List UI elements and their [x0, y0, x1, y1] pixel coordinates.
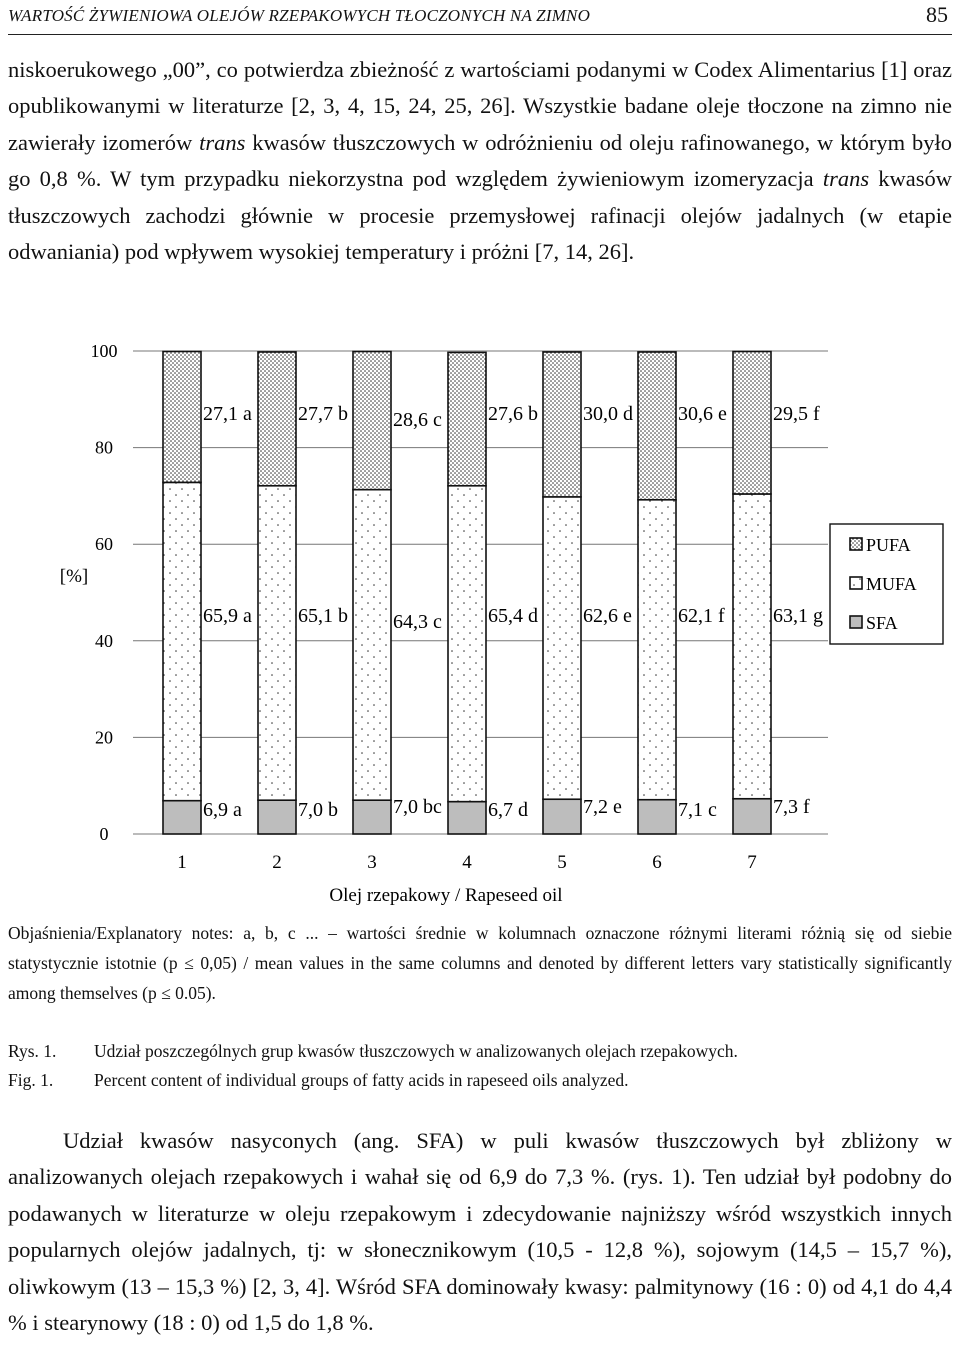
y-tick-label: 0	[99, 824, 109, 844]
data-label-sfa: 7,3 f	[773, 796, 810, 818]
data-label-pufa: 27,6 b	[488, 403, 538, 425]
legend-swatch-pufa	[850, 538, 862, 550]
legend-swatch-mufa	[850, 577, 862, 589]
y-tick-label: 60	[95, 534, 113, 555]
page-number: 85	[926, 2, 948, 27]
bar-pufa	[353, 351, 391, 489]
bar-sfa	[258, 800, 296, 834]
bar-mufa	[543, 497, 581, 799]
y-tick-label: 40	[95, 630, 113, 651]
paragraph-text: kwasów tłuszczowych w odróżnieniu od oleju rafinowanego, w którym było go 0,8 %. W tym przypadku niekorzystna pod względem żywieniowym izomeryzacja	[8, 129, 952, 192]
notes-text: Objaśnienia/Explanatory notes: a, b, c ... – wartości średnie w kolumnach oznaczone różnymi literami różnią się od siebie statystycznie istotnie (p	[8, 923, 952, 973]
x-tick-label: 1	[177, 852, 187, 873]
data-label-sfa: 6,7 d	[488, 799, 528, 821]
y-axis-label: [%]	[59, 566, 89, 587]
bar-sfa	[448, 802, 486, 834]
y-tick-label: 80	[95, 437, 113, 458]
data-label-mufa: 65,9 a	[203, 605, 252, 627]
data-label-mufa: 62,6 e	[583, 605, 632, 627]
bar-pufa	[638, 352, 676, 500]
bar-pufa	[543, 352, 581, 497]
legend-label-sfa: SFA	[866, 613, 898, 633]
data-label-pufa: 27,7 b	[298, 403, 348, 425]
bar-mufa	[258, 486, 296, 800]
data-label-mufa: 63,1 g	[773, 605, 823, 627]
bar-sfa	[163, 801, 201, 834]
bar-mufa	[448, 486, 486, 802]
x-tick-label: 7	[747, 852, 757, 873]
caption-label: Rys. 1.	[8, 1041, 57, 1061]
explanatory-notes	[8, 918, 952, 1008]
data-label-pufa: 30,6 e	[678, 403, 727, 425]
data-label-mufa: 64,3 c	[393, 611, 442, 633]
bar-pufa	[448, 352, 486, 485]
y-tick-label: 20	[95, 727, 113, 748]
paragraph-text: kwasów tłuszczowych zachodzi głównie w procesie przemysłowej rafinacji olejów jadalnych (w etapie odwaniania) pod wpływem wysokiej temperatury i próżni [7, 14, 26].	[8, 166, 952, 265]
x-tick-label: 3	[367, 852, 377, 873]
bar-pufa	[163, 351, 201, 482]
legend-label-pufa: PUFA	[866, 535, 911, 555]
legend-swatch-sfa	[850, 616, 862, 628]
x-tick-label: 6	[652, 852, 662, 873]
caption-text: Udział poszczególnych grup kwasów tłuszczowych w analizowanych olejach rzepakowych.	[94, 1041, 738, 1061]
data-label-mufa: 65,1 b	[298, 605, 348, 627]
bar-sfa	[733, 799, 771, 834]
data-label-sfa: 7,0 bc	[393, 796, 442, 818]
notes-text: 0.05).	[170, 983, 216, 1003]
paragraph-text: niskoerukowego „00”, co potwierdza zbieżność z wartościami podanymi w Codex Alimentarius [1] oraz opublikowanymi w literaturze [2, 3, 4, 15, 24, 25, 26]. Wszystkie badane oleje tłoczone na zimno nie zawierały izomerów	[8, 57, 952, 155]
caption-text: Percent content of individual groups of fatty acids in rapeseed oils analyzed.	[94, 1070, 629, 1090]
x-tick-label: 4	[462, 852, 472, 873]
data-label-pufa: 30,0 d	[583, 403, 633, 425]
y-tick-label: 100	[90, 341, 118, 361]
bar-mufa	[353, 490, 391, 801]
leq-symbol: ≤	[161, 983, 171, 1003]
legend	[830, 524, 943, 644]
bar-mufa	[733, 494, 771, 799]
data-label-pufa: 29,5 f	[773, 403, 820, 425]
legend-label-mufa: MUFA	[866, 574, 917, 594]
data-label-mufa: 65,4 d	[488, 605, 538, 627]
bar-mufa	[163, 482, 201, 800]
paragraph-sfa: Udział kwasów nasyconych (ang. SFA) w puli kwasów tłuszczowych był zbliżony w analizowanych olejach rzepakowych i wahał się od 6,9 do 7,3 %. (rys. 1). Ten udział był podobny do podawanych w literaturze w oleju rzepakowym i zdecydowanie najniższy wśród wszystkich innych popularnych olejów jadalnych, tj: w słonecznikowym (10,5 - 12,8 %), sojowym (14,5 – 15,7 %), oliwkowym (13 – 15,3 %) [2, 3, 4]. Wśród SFA dominowały kwasy: palmitynowy (16 : 0) od 4,1 do 4,4 % i stearynowy (18 : 0) od 1,5 do 1,8 %.	[8, 1128, 952, 1336]
data-label-sfa: 7,1 c	[678, 799, 717, 821]
x-tick-label: 2	[272, 852, 282, 873]
running-title: WARTOŚĆ ŻYWIENIOWA OLEJÓW RZEPAKOWYCH TŁOCZONYCH NA ZIMNO	[8, 6, 591, 25]
x-tick-label: 5	[557, 852, 567, 873]
leq-symbol: ≤	[184, 953, 194, 973]
italic-term: trans	[822, 166, 870, 192]
fatty-acid-chart	[0, 330, 960, 915]
italic-term: trans	[199, 129, 246, 155]
data-label-sfa: 6,9 a	[203, 799, 242, 821]
bar-pufa	[733, 351, 771, 493]
page-header	[8, 0, 952, 35]
data-label-sfa: 7,0 b	[298, 799, 338, 821]
bar-sfa	[353, 800, 391, 834]
paragraph-intro	[8, 52, 952, 270]
bar-sfa	[638, 800, 676, 834]
caption-label: Fig. 1.	[8, 1070, 54, 1090]
data-label-pufa: 27,1 a	[203, 403, 252, 425]
notes-text: 0,05) / mean values in the same columns and denoted by different letters vary statistically significantly among themselves (p	[8, 953, 952, 1003]
bar-pufa	[258, 352, 296, 486]
bar-mufa	[638, 500, 676, 800]
x-axis-label: Olej rzepakowy / Rapeseed oil	[329, 885, 563, 906]
data-label-pufa: 28,6 c	[393, 409, 442, 431]
data-label-sfa: 7,2 e	[583, 796, 622, 818]
data-label-mufa: 62,1 f	[678, 605, 725, 627]
bar-sfa	[543, 799, 581, 834]
